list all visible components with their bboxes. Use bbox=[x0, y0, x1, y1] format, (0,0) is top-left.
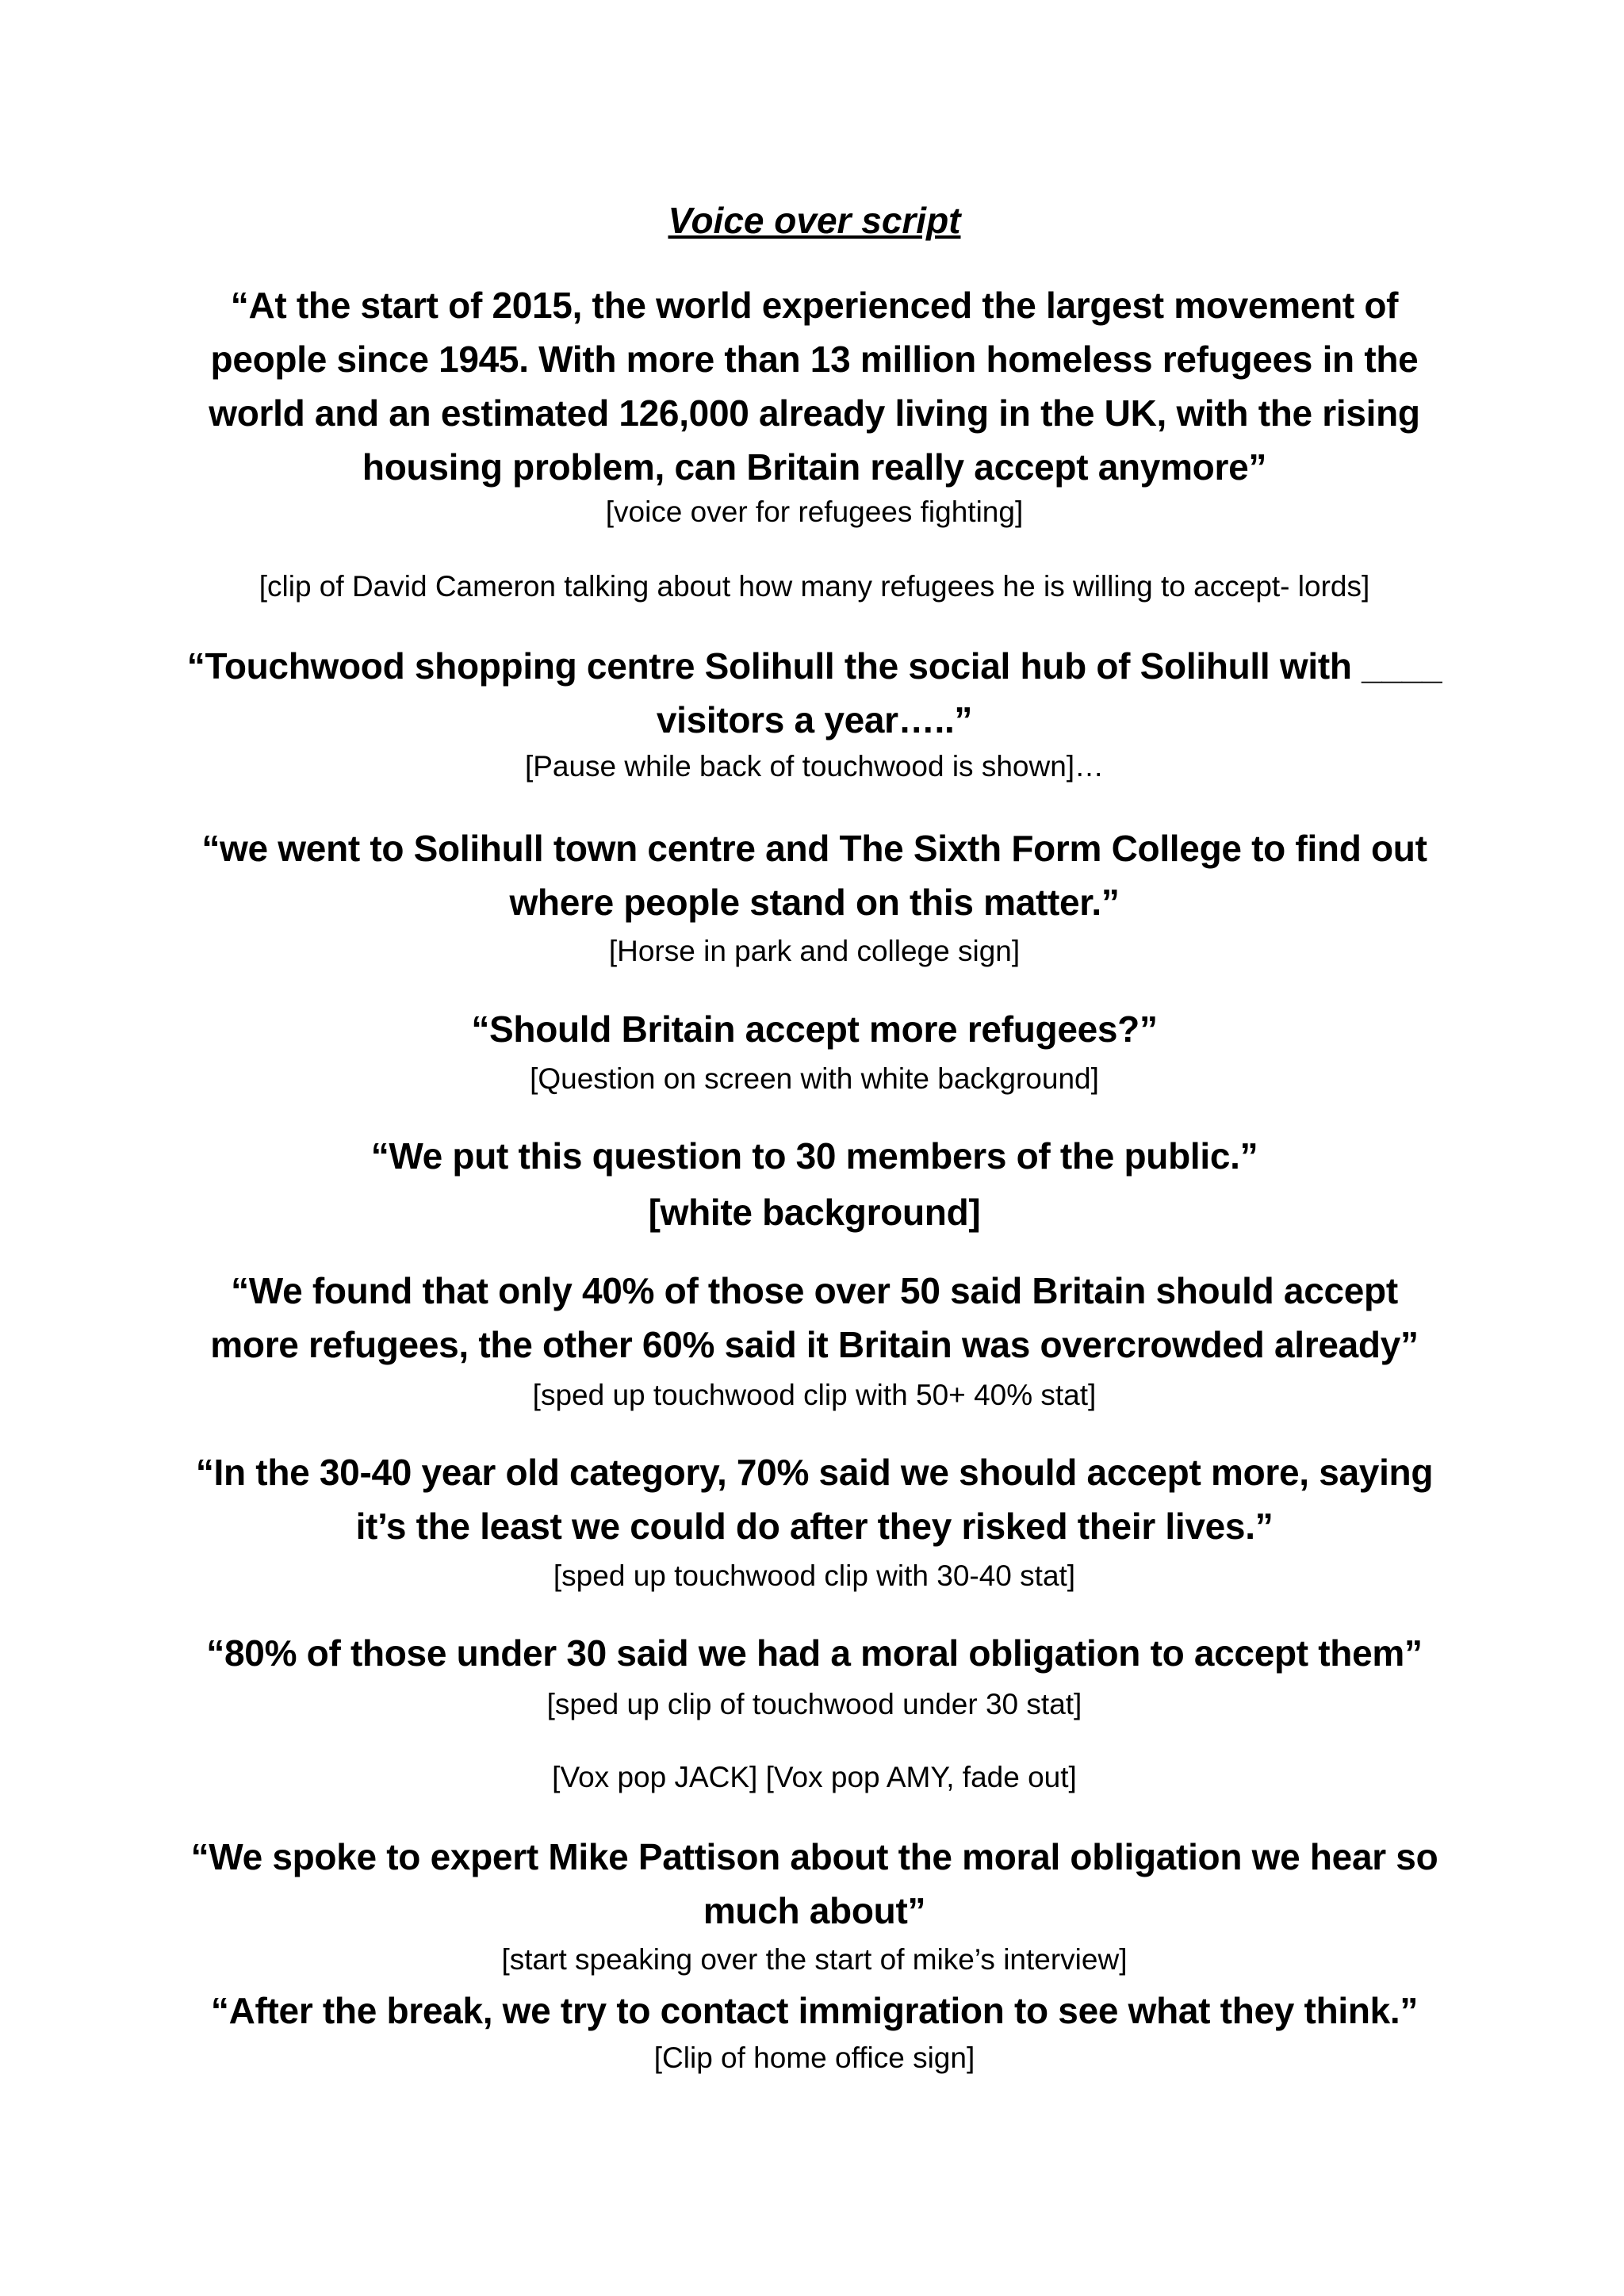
direction-note: [Horse in park and college sign] bbox=[608, 935, 1021, 967]
direction-note: [Clip of home office sign] bbox=[653, 2042, 975, 2074]
direction-note: [sped up touchwood clip with 30-40 stat] bbox=[553, 1559, 1076, 1592]
voiceover-line-public: “We put this question to 30 members of the public.” bbox=[370, 1135, 1258, 1177]
voiceover-line-after-break: “After the break, we try to contact immigration to see what they think.” bbox=[210, 1990, 1419, 2031]
voiceover-line-over-50: “We found that only 40% of those over 50 said Britain should accept more refugees, the other 60% said it Britain was overcrowded already” bbox=[210, 1270, 1419, 1365]
direction-note: [Vox pop JACK] [Vox pop AMY, fade out] bbox=[552, 1761, 1077, 1793]
direction-note: [Question on screen with white background] bbox=[530, 1062, 1099, 1095]
direction-note: [voice over for refugees fighting] bbox=[605, 496, 1024, 528]
direction-note: [clip of David Cameron talking about how many refugees he is willing to accept- lords] bbox=[259, 570, 1370, 603]
direction-note: [start speaking over the start of mike’s interview] bbox=[501, 1943, 1128, 1976]
direction-note: [sped up clip of touchwood under 30 stat] bbox=[546, 1688, 1082, 1720]
voiceover-line-question: “Should Britain accept more refugees?” bbox=[471, 1008, 1158, 1050]
direction-note-bold: [white background] bbox=[648, 1192, 981, 1233]
direction-note: [sped up touchwood clip with 50+ 40% stat] bbox=[532, 1379, 1097, 1411]
direction-note: [Pause while back of touchwood is shown]… bbox=[524, 750, 1105, 783]
voiceover-line-touchwood: “Touchwood shopping centre Solihull the social hub of Solihull with ____ visitors a year…..” bbox=[186, 645, 1442, 740]
voiceover-line-30-40: “In the 30-40 year old category, 70% said we should accept more, saying it’s the least we could do after they risked their lives.” bbox=[195, 1452, 1434, 1547]
voiceover-line-under-30: “80% of those under 30 said we had a moral obligation to accept them” bbox=[206, 1632, 1423, 1674]
page-title: Voice over script bbox=[668, 200, 961, 241]
voiceover-line-expert: “We spoke to expert Mike Pattison about the moral obligation we hear so much about” bbox=[190, 1836, 1438, 1931]
voiceover-line-opening: “At the start of 2015, the world experienced the largest movement of people since 1945. With more than 13 million homeless refugees in the world and an estimated 126,000 already living in the UK, with the rising housing problem, can Britain really accept anymore” bbox=[209, 285, 1420, 488]
voiceover-line-town-centre: “we went to Solihull town centre and The Sixth Form College to find out where people stand on this matter.” bbox=[201, 828, 1427, 923]
